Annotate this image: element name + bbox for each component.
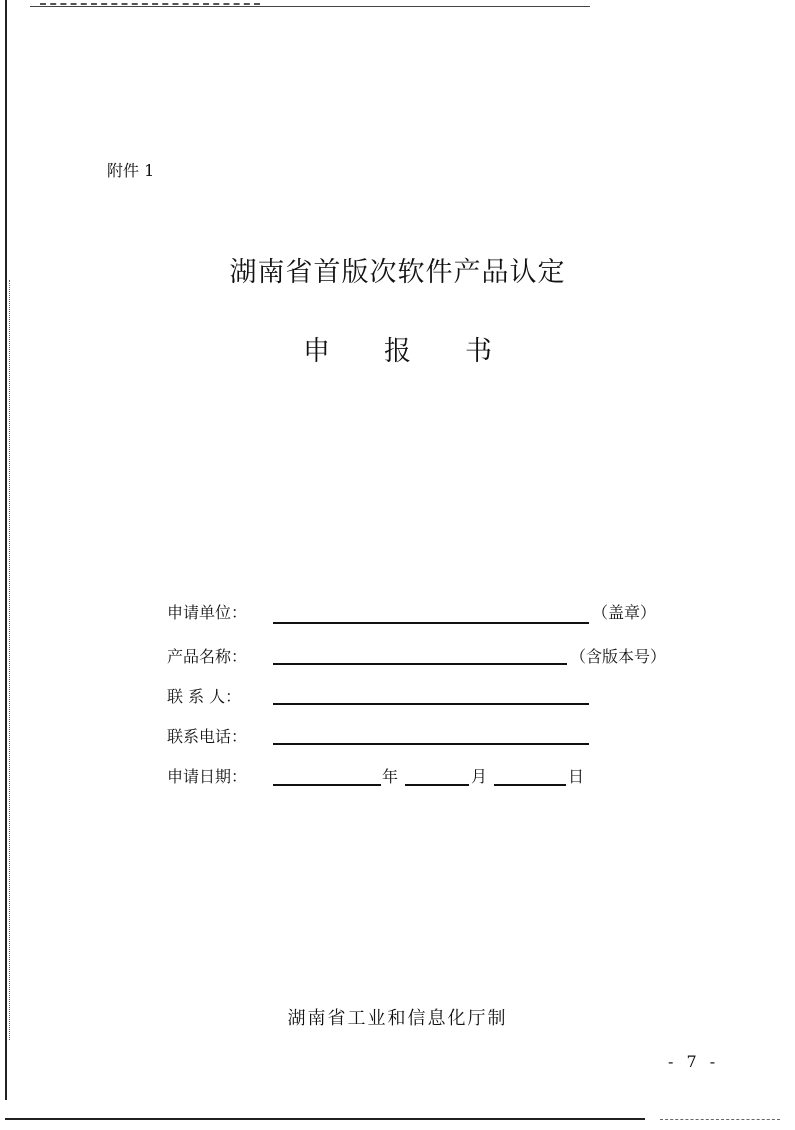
apply-date-month-field[interactable] xyxy=(405,784,469,786)
scan-top-mark xyxy=(40,0,260,5)
subtitle-char: 书 xyxy=(465,336,492,367)
product-name-field[interactable] xyxy=(273,663,567,665)
attachment-label: 附件 1 xyxy=(107,161,155,180)
apply-date-year-field[interactable] xyxy=(273,784,381,786)
product-name-label: 产品名称： xyxy=(167,647,248,666)
apply-date-month-unit: 月 xyxy=(471,767,488,786)
applicant-field[interactable] xyxy=(273,622,589,624)
scan-left-dots xyxy=(9,280,10,1040)
subtitle-char: 报 xyxy=(384,336,411,367)
scan-left-edge xyxy=(5,0,7,1100)
contact-phone-field[interactable] xyxy=(273,743,589,745)
page-number: - 7 - xyxy=(668,1052,720,1071)
document-subtitle xyxy=(0,329,795,368)
apply-date-day-unit: 日 xyxy=(568,767,585,786)
scan-bottom-edge xyxy=(5,1118,645,1120)
subtitle-char: 申 xyxy=(303,336,330,367)
scan-bottom-mark xyxy=(660,1119,780,1120)
apply-date-year-unit: 年 xyxy=(382,767,399,786)
contact-phone-label: 联系电话： xyxy=(167,727,248,746)
apply-date-label: 申请日期： xyxy=(167,767,248,786)
contact-person-label: 联 系 人： xyxy=(167,687,242,706)
issuer-text: 湖南省工业和信息化厅制 xyxy=(287,1008,508,1029)
applicant-suffix: （盖章） xyxy=(592,603,657,622)
product-name-suffix: （含版本号） xyxy=(570,647,667,666)
document-title: 湖南省首版次软件产品认定 xyxy=(229,257,566,288)
contact-person-field[interactable] xyxy=(273,703,589,705)
apply-date-day-field[interactable] xyxy=(494,784,566,786)
applicant-label: 申请单位： xyxy=(167,603,248,622)
